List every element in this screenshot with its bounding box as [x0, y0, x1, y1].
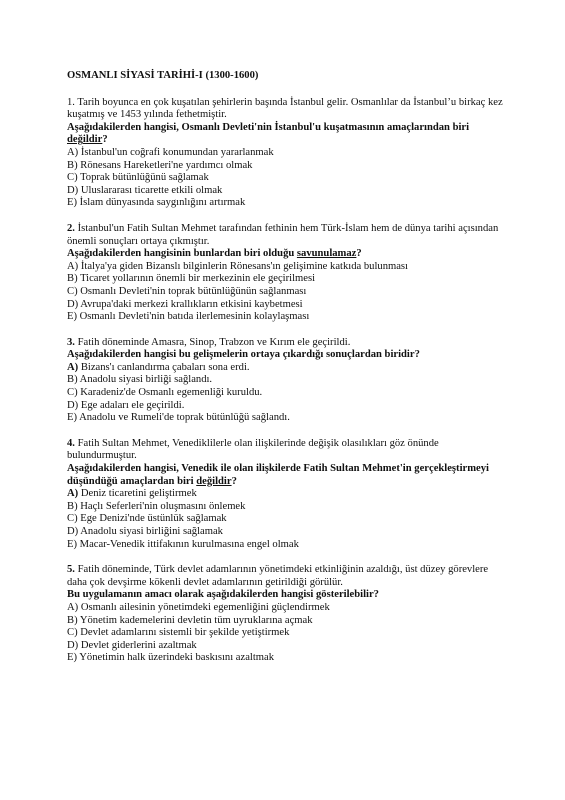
option-text: Macar-Venedik ittifakının kurulmasına engel olmak — [79, 538, 299, 550]
option-b[interactable] — [67, 160, 507, 173]
option-e[interactable] — [67, 311, 507, 324]
question-stem-text: Aşağıdakilerden hangisinin bunlardan biri olduğu — [67, 248, 297, 260]
option-d[interactable] — [67, 400, 507, 413]
option-d[interactable] — [67, 185, 507, 198]
option-letter: C) — [67, 627, 78, 639]
option-text: Toprak bütünlüğünü sağlamak — [80, 172, 209, 184]
option-letter: A) — [67, 146, 79, 158]
question-stem: Aşağıdakilerden hangisi bu gelişmelerin ortaya çıkardığı sonuçlardan biridir? — [67, 349, 420, 361]
question-intro — [67, 564, 507, 589]
option-text: Ege adaları ele geçirildi. — [80, 399, 185, 411]
option-a[interactable] — [67, 362, 507, 375]
option-b[interactable] — [67, 374, 507, 387]
document-page — [67, 70, 507, 678]
question-number: 1. — [67, 96, 75, 108]
question-number: 5. — [67, 564, 75, 576]
question-3 — [67, 337, 507, 425]
option-c[interactable] — [67, 513, 507, 526]
option-letter: C) — [67, 387, 78, 399]
option-letter: D) — [67, 184, 79, 196]
option-c[interactable] — [67, 627, 507, 640]
document-title: OSMANLI SİYASİ TARİHİ-I (1300-1600) — [67, 70, 259, 81]
option-letter: D) — [67, 399, 79, 411]
option-e[interactable] — [67, 197, 507, 210]
option-text: Ege Denizi'nde üstünlük sağlamak — [80, 513, 227, 525]
question-intro-text: Tarih boyunca en çok kuşatılan şehirlerin başında İstanbul gelir. Osmanlılar da İstanbul’u birkaç kez kuşatmış ve 1453 yılında fethetmiştir. — [67, 96, 503, 121]
option-letter: A) — [67, 601, 79, 613]
option-a[interactable] — [67, 261, 507, 274]
option-c[interactable] — [67, 286, 507, 299]
option-text: Bizans'ı canlandırma çabaları sona erdi. — [80, 361, 250, 373]
question-intro — [67, 223, 507, 248]
question-1 — [67, 97, 507, 210]
option-letter: B) — [67, 374, 78, 386]
option-letter: A) — [67, 488, 79, 500]
option-text: Avrupa'daki merkezi krallıkların etkisini kaybetmesi — [80, 298, 303, 310]
option-text: Uluslararası ticarette etkili olmak — [80, 184, 223, 196]
option-e[interactable] — [67, 652, 507, 665]
question-intro-text: İstanbul'un Fatih Sultan Mehmet tarafından fethinin hem Türk-İslam hem de dünya tarihi açısından önemli sonuçları ortaya çıkmıştır. — [67, 222, 499, 247]
option-text: Osmanlı ailesinin yönetimdeki egemenliğini güçlendirmek — [80, 601, 330, 613]
option-text: İstanbul'un coğrafi konumundan yararlanmak — [80, 146, 274, 158]
option-text: İslam dünyasında saygınlığını artırmak — [79, 197, 246, 209]
option-letter: D) — [67, 526, 79, 537]
option-text: Ticaret yollarının önemli bir merkezinin ele geçirilmesi — [80, 273, 316, 285]
question-intro-text: Fatih Sultan Mehmet, Venediklilerle olan ilişkilerinde değişik olasılıkları göz önünde bulundurmuştur. — [67, 437, 439, 462]
option-c[interactable] — [67, 387, 507, 400]
option-e[interactable] — [67, 539, 507, 552]
question-intro-text: Fatih döneminde, Türk devlet adamlarının yönetimdeki etkinliğinin azaldığı, üst düzey görevlere daha çok devşirme kökenli devlet adamlarının getirildiği görülür. — [67, 564, 489, 588]
question-intro — [67, 97, 507, 122]
question-stem-end: ? — [231, 475, 237, 487]
option-d[interactable] — [67, 299, 507, 312]
option-a[interactable] — [67, 147, 507, 160]
question-stem — [67, 122, 507, 147]
option-b[interactable] — [67, 615, 507, 628]
option-c[interactable] — [67, 172, 507, 185]
option-a[interactable] — [67, 602, 507, 615]
option-b[interactable] — [67, 501, 507, 514]
question-stem-emphasis: savunulamaz — [296, 248, 357, 260]
option-letter: C) — [67, 172, 78, 184]
option-a[interactable] — [67, 488, 507, 501]
option-text: Anadolu ve Rumeli'de toprak bütünlüğü sağlandı. — [79, 412, 290, 424]
option-text: İtalya'ya giden Bizanslı bilginlerin Rönesans'ın gelişimine katkıda bulunması — [80, 260, 409, 272]
option-letter: D) — [67, 639, 79, 651]
option-letter: A) — [67, 361, 79, 373]
option-text: Devlet adamlarını sistemli bir şekilde yetiştirmek — [80, 627, 290, 639]
option-letter: D) — [67, 298, 79, 310]
option-text: Karadeniz'de Osmanlı egemenliği kuruldu. — [80, 387, 263, 399]
option-text: Devlet giderlerini azaltmak — [80, 639, 197, 651]
question-stem — [67, 463, 507, 488]
question-stem-text: Aşağıdakilerden hangisi, Osmanlı Devleti'nin İstanbul'u kuşatmasının amaçlarından biri — [67, 121, 470, 133]
option-text: Osmanlı Devleti'nin toprak bütünlüğünün sağlanması — [80, 285, 307, 297]
option-letter: B) — [67, 614, 78, 626]
option-text: Osmanlı Devleti'nin batıda ilerlemesinin kolaylaşması — [79, 311, 310, 323]
question-intro — [67, 337, 507, 350]
question-number: 4. — [67, 437, 75, 449]
question-5 — [67, 564, 507, 665]
question-stem-text: Aşağıdakilerden hangisi, Venedik ile olan ilişkilerde Fatih Sultan Mehmet'in gerçekleştirmeyi düşündüğü amaçlardan biri — [67, 463, 489, 487]
question-intro-text: Fatih döneminde Amasra, Sinop, Trabzon ve Kırım ele geçirildi. — [77, 336, 351, 348]
option-text: Yönetimin halk üzerindeki baskısını azaltmak — [79, 652, 275, 664]
option-text: Anadolu siyasi birliğini sağlamak — [80, 526, 223, 537]
option-letter: C) — [67, 285, 78, 297]
option-text: Haçlı Seferleri'nin oluşmasını önlemek — [80, 500, 246, 512]
option-letter: B) — [67, 500, 78, 512]
question-4 — [67, 438, 507, 551]
option-letter: B) — [67, 159, 78, 171]
question-intro — [67, 438, 507, 463]
option-d[interactable] — [67, 640, 507, 653]
option-letter: A) — [67, 260, 79, 272]
option-b[interactable] — [67, 273, 507, 286]
option-letter: E) — [67, 197, 77, 209]
question-stem — [67, 248, 507, 261]
question-2 — [67, 223, 507, 324]
option-letter: E) — [67, 311, 77, 323]
option-d[interactable] — [67, 526, 507, 539]
option-text: Anadolu siyasi birliği sağlandı. — [79, 374, 213, 386]
option-letter: E) — [67, 538, 77, 550]
question-stem-end: ? — [102, 134, 108, 146]
option-letter: E) — [67, 652, 77, 664]
question-stem: Bu uygulamanın amacı olarak aşağıdakilerden hangisi gösterilebilir? — [67, 589, 379, 601]
question-stem-emphasis: değildir — [196, 475, 232, 487]
option-letter: B) — [67, 273, 78, 285]
question-stem-emphasis: değildir — [67, 134, 103, 146]
option-text: Rönesans Hareketleri'ne yardımcı olmak — [80, 159, 253, 171]
question-stem-end: ? — [356, 248, 362, 260]
option-letter: C) — [67, 513, 78, 525]
question-number: 3. — [67, 336, 75, 348]
option-text: Deniz ticaretini geliştirmek — [80, 488, 197, 500]
question-number: 2. — [67, 222, 75, 234]
option-letter: E) — [67, 412, 77, 424]
option-text: Yönetim kademelerini devletin tüm uyruklarına açmak — [79, 614, 313, 626]
option-e[interactable] — [67, 412, 507, 425]
